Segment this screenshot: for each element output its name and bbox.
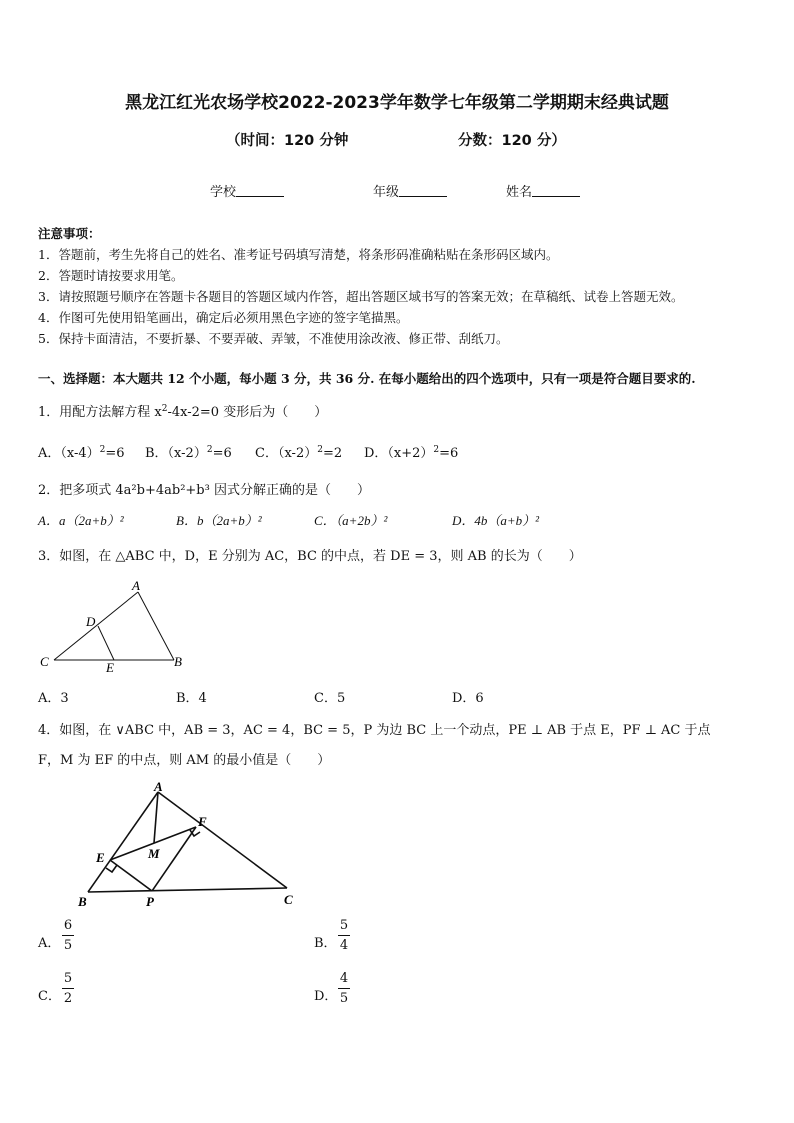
q4-option-d-numerator: 4 bbox=[339, 971, 349, 986]
question-1 bbox=[38, 401, 327, 420]
question-4-line-2: F，M 为 EF 的中点，则 AM 的最小值是（ ） bbox=[38, 753, 331, 768]
q1-option-a bbox=[38, 442, 125, 461]
q4-option-d-fraction bbox=[338, 971, 350, 1006]
q4-segment-am bbox=[154, 792, 158, 843]
q3-option-c: C．5 bbox=[314, 691, 346, 706]
question-2: 2．把多项式 4a²b+4ab²+b³ 因式分解正确的是（ ） bbox=[38, 483, 370, 498]
exam-title: 黑龙江红光农场学校2022-2023学年数学七年级第二学期期末经典试题 bbox=[125, 93, 669, 113]
q4-side-ac bbox=[158, 792, 287, 888]
q3-triangle-figure bbox=[36, 578, 196, 678]
q3-label-a: A bbox=[132, 578, 140, 593]
q4-option-c-numerator: 5 bbox=[63, 971, 73, 986]
q4-option-b-fraction bbox=[338, 918, 350, 953]
question-4-line-1: 4．如图，在 ∨ABC 中，AB = 3，AC = 4，BC = 5，P 为边 BC 上一个动点，PE ⊥ AB 于点 E，PF ⊥ AC 于点 bbox=[38, 723, 711, 738]
q1-option-c-rhs: =2 bbox=[322, 446, 343, 461]
q3-side-ca bbox=[54, 592, 138, 660]
q1-option-d-base: D．（x+2） bbox=[364, 446, 434, 461]
q4-option-b-bar bbox=[338, 935, 350, 936]
note-item-4: 4．作图可先使用铅笔画出，确定后必须用黑色字迹的签字笔描黑。 bbox=[38, 310, 409, 325]
exam-score: 分数：120 分） bbox=[458, 133, 566, 149]
q1-stem-post: -4x-2=0 变形后为（ ） bbox=[167, 405, 328, 420]
note-item-2: 2．答题时请按要求用笔。 bbox=[38, 268, 184, 283]
q1-option-c bbox=[255, 442, 342, 461]
q2-option-c: C．（a+2b）² bbox=[314, 513, 388, 528]
q4-option-b-denominator: 4 bbox=[339, 938, 349, 953]
grade-label: 年级 bbox=[373, 185, 400, 200]
school-field bbox=[210, 181, 284, 200]
q3-label-e: E bbox=[106, 660, 114, 675]
q2-option-a: A．a（2a+b）² bbox=[38, 513, 124, 528]
question-3: 3．如图，在 △ABC 中，D，E 分别为 AC，BC 的中点，若 DE = 3，则 AB 的长为（ ） bbox=[38, 549, 582, 564]
q4-option-a-label: A． bbox=[38, 936, 61, 951]
name-field bbox=[506, 181, 580, 200]
q4-label-m: M bbox=[148, 846, 160, 861]
q4-option-d-bar bbox=[338, 988, 350, 989]
q4-label-b: B bbox=[78, 894, 87, 909]
q4-option-d-denominator: 5 bbox=[339, 991, 349, 1006]
school-label: 学校 bbox=[210, 185, 237, 200]
q3-label-b: B bbox=[174, 654, 182, 669]
q2-option-d: D．4b（a+b）² bbox=[452, 513, 540, 528]
name-blank bbox=[532, 184, 580, 197]
q1-option-b-rhs: =6 bbox=[212, 446, 232, 461]
q4-label-e: E bbox=[96, 850, 105, 865]
q4-option-d-label: D． bbox=[314, 989, 338, 1004]
q4-option-a-bar bbox=[62, 935, 74, 936]
note-item-1: 1．答题前，考生先将自己的姓名、准考证号码填写清楚，将条形码准确粘贴在条形码区域内。 bbox=[38, 247, 559, 262]
q4-option-a-numerator: 6 bbox=[63, 918, 73, 933]
q1-option-d bbox=[364, 442, 458, 461]
q3-label-c: C bbox=[40, 654, 49, 669]
q1-option-b-base: B．（x-2） bbox=[145, 446, 207, 461]
q4-right-angle-f bbox=[190, 830, 200, 836]
q4-label-c: C bbox=[284, 892, 293, 907]
q4-right-angle-e bbox=[106, 865, 117, 872]
q1-stem-pre: 1．用配方法解方程 x bbox=[38, 405, 162, 420]
school-blank bbox=[236, 184, 284, 197]
q4-option-a-fraction bbox=[62, 918, 74, 953]
q3-option-d: D．6 bbox=[452, 691, 484, 706]
q4-side-ab bbox=[88, 792, 158, 892]
q1-option-a-rhs: =6 bbox=[105, 446, 125, 461]
q3-segment-de bbox=[98, 626, 114, 660]
q4-option-b-numerator: 5 bbox=[339, 918, 349, 933]
exam-time: （时间：120 分钟 bbox=[226, 133, 349, 149]
q4-side-bc bbox=[88, 888, 287, 892]
q3-option-a: A．3 bbox=[38, 691, 69, 706]
q1-option-d-exp: 2 bbox=[433, 445, 440, 455]
q4-triangle-figure bbox=[70, 778, 310, 912]
q1-option-a-base: A．（x-4） bbox=[38, 446, 100, 461]
q4-label-a: A bbox=[154, 779, 163, 794]
grade-blank bbox=[399, 184, 447, 197]
q4-label-p: P bbox=[146, 894, 154, 909]
notes-heading: 注意事项： bbox=[38, 226, 101, 241]
note-item-5: 5．保持卡面清洁，不要折暴、不要弄破、弄皱，不准使用涂改液、修正带、刮纸刀。 bbox=[38, 331, 509, 346]
q1-option-b-exp: 2 bbox=[206, 445, 213, 455]
q4-label-f: F bbox=[198, 814, 207, 829]
q4-option-c-bar bbox=[62, 988, 74, 989]
q1-option-c-base: C．（x-2） bbox=[255, 446, 318, 461]
q4-option-c-fraction bbox=[62, 971, 74, 1006]
q4-option-c-label: C． bbox=[38, 989, 61, 1004]
q3-side-ab bbox=[138, 592, 174, 660]
q4-option-b-label: B． bbox=[314, 936, 337, 951]
q4-option-c-denominator: 2 bbox=[63, 991, 73, 1006]
q4-option-a-denominator: 5 bbox=[63, 938, 73, 953]
q1-stem-exp: 2 bbox=[161, 404, 168, 414]
q3-label-d: D bbox=[86, 614, 96, 629]
q1-option-c-exp: 2 bbox=[317, 445, 323, 455]
grade-field bbox=[373, 181, 447, 200]
q3-option-b: B．4 bbox=[176, 691, 207, 706]
note-item-3: 3．请按照题号顺序在答题卡各题目的答题区域内作答，超出答题区域书写的答案无效；在草稿纸、试卷上答题无效。 bbox=[38, 289, 684, 304]
q1-option-b bbox=[145, 442, 232, 461]
section-heading: 一、选择题：本大题共 12 个小题，每小题 3 分，共 36 分. 在每小题给出的四个选项中，只有一项是符合题目要求的. bbox=[38, 371, 696, 386]
q1-option-a-exp: 2 bbox=[99, 445, 106, 455]
q2-option-b: B．b（2a+b）² bbox=[176, 513, 262, 528]
name-label: 姓名 bbox=[506, 185, 533, 200]
q1-option-d-rhs: =6 bbox=[439, 446, 459, 461]
